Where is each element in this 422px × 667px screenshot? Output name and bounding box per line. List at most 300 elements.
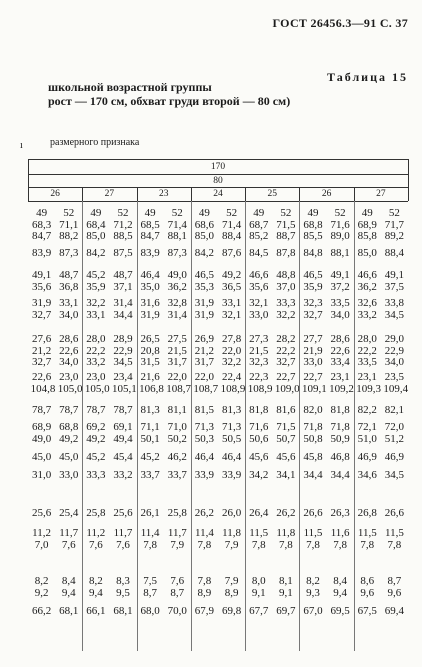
table-cell xyxy=(356,371,382,395)
cell-value: 11,5 xyxy=(385,527,404,539)
table-cell xyxy=(31,248,53,260)
table-cell xyxy=(220,371,246,395)
table-label: Таблица 15 xyxy=(327,70,408,84)
table-cell xyxy=(85,576,107,599)
cell-value: 21,6 xyxy=(140,371,160,383)
cell-value: 34,5 xyxy=(384,469,405,481)
cell-value: 34,4 xyxy=(113,308,133,321)
cell-value: 105,0 xyxy=(57,382,83,395)
cell-value: 83,9 xyxy=(140,247,160,259)
table-cell xyxy=(329,248,351,260)
table-cell xyxy=(275,208,297,243)
cell-value: 26,3 xyxy=(330,507,350,519)
cell-value: 8,9 xyxy=(197,586,212,599)
cell-value: 83,9 xyxy=(31,247,52,259)
table-cell xyxy=(221,405,243,417)
table-cell xyxy=(193,334,215,369)
cell-value: 71,8 xyxy=(330,421,350,433)
cell-value: 22,2 xyxy=(276,344,296,357)
cell-value: 49 xyxy=(361,207,373,219)
table-cell xyxy=(248,405,270,417)
cell-value: 8,0 xyxy=(251,575,266,587)
table-cell xyxy=(302,208,324,243)
column-header: 24 xyxy=(213,189,223,199)
cell-value: 49 xyxy=(307,207,319,219)
table-cell xyxy=(356,270,378,293)
cell-value: 71,4 xyxy=(167,218,187,231)
cell-value: 87,6 xyxy=(221,247,242,259)
cell-value: 32,1 xyxy=(249,297,269,309)
cell-value: 46,2 xyxy=(167,451,187,463)
table-cell xyxy=(85,470,107,482)
cell-value: 34,0 xyxy=(59,356,79,368)
table-cell xyxy=(85,334,107,369)
cell-value: 8,4 xyxy=(333,575,348,587)
cell-value: 21,5 xyxy=(249,344,269,357)
cell-value: 88,7 xyxy=(276,230,296,242)
cell-value: 8,6 xyxy=(360,575,375,587)
table-cell xyxy=(85,298,107,321)
table-cell xyxy=(356,470,378,482)
table-cell xyxy=(383,508,405,520)
table-cell xyxy=(274,371,300,395)
table-cell xyxy=(31,606,53,618)
cell-value: 81,3 xyxy=(140,404,160,416)
table-cell xyxy=(248,470,270,482)
cell-value: 69,5 xyxy=(330,605,350,617)
cell-value: 87,3 xyxy=(167,247,187,259)
cell-value: 68,7 xyxy=(249,218,269,231)
column-header: 23 xyxy=(158,189,169,199)
cell-value: 33,7 xyxy=(167,469,187,481)
cell-value: 31,9 xyxy=(140,308,160,321)
cell-value: 20,8 xyxy=(140,344,160,357)
table-cell xyxy=(248,298,270,321)
cell-value: 32,1 xyxy=(221,308,242,321)
cell-value: 68,1 xyxy=(113,605,133,617)
cell-value: 33,9 xyxy=(221,469,242,481)
cell-value: 7,8 xyxy=(197,538,212,551)
table-cell xyxy=(275,528,297,551)
table-cell xyxy=(112,298,134,321)
cell-value: 23,0 xyxy=(86,371,106,383)
cell-value: 46,9 xyxy=(384,451,405,463)
table-cell xyxy=(193,606,215,618)
table-cell xyxy=(383,422,405,445)
table-cell xyxy=(302,470,324,482)
cell-value: 71,1 xyxy=(59,218,79,231)
table-cell xyxy=(85,405,107,417)
table-cell xyxy=(31,208,53,243)
cell-value: 32,3 xyxy=(303,297,323,309)
table-cell xyxy=(329,405,351,417)
cell-value: 88,4 xyxy=(384,247,405,259)
cell-value: 23,0 xyxy=(59,371,79,383)
table-cell xyxy=(302,334,324,369)
cell-value: 50,2 xyxy=(167,432,187,445)
cell-value: 50,1 xyxy=(140,432,160,445)
cell-value: 105,0 xyxy=(84,382,110,395)
cell-value: 28,6 xyxy=(330,333,350,345)
cell-value: 52 xyxy=(388,207,400,219)
cell-value: 68,8 xyxy=(303,218,323,231)
table-cell xyxy=(139,334,161,369)
cell-value: 52 xyxy=(334,207,346,219)
cell-value: 49,2 xyxy=(59,432,79,445)
cell-value: 26,4 xyxy=(249,507,269,519)
cell-value: 48,7 xyxy=(59,269,79,281)
cell-value: 32,7 xyxy=(276,356,296,368)
table-cell xyxy=(248,208,270,243)
table-cell xyxy=(58,470,80,482)
cell-value: 22,0 xyxy=(221,344,242,357)
cell-value: 9,6 xyxy=(387,586,402,599)
table-rule xyxy=(28,187,408,188)
table-cell xyxy=(31,576,53,599)
cell-value: 32,3 xyxy=(249,356,269,368)
table-cell xyxy=(383,298,405,321)
cell-value: 21,2 xyxy=(194,344,215,357)
cell-value: 109,0 xyxy=(274,382,300,395)
cell-value: 52 xyxy=(63,207,75,219)
table-cell xyxy=(166,470,188,482)
cell-value: 49,2 xyxy=(221,269,242,281)
cell-value: 50,5 xyxy=(221,432,242,445)
table-cell xyxy=(248,576,270,599)
table-cell xyxy=(112,528,134,551)
table-cell xyxy=(139,270,161,293)
table-cell xyxy=(166,270,188,293)
table-cell xyxy=(275,576,297,599)
cell-value: 35,0 xyxy=(140,280,160,293)
cell-value: 68,5 xyxy=(140,218,160,231)
table-cell xyxy=(139,470,161,482)
cell-value: 33,0 xyxy=(249,308,269,321)
cell-value: 32,8 xyxy=(167,297,187,309)
cell-value: 49,1 xyxy=(384,269,405,281)
cell-value: 7,5 xyxy=(143,575,158,587)
table-cell xyxy=(329,508,351,520)
cell-value: 49,0 xyxy=(31,432,52,445)
cell-value: 67,5 xyxy=(357,605,377,617)
cell-value: 7,8 xyxy=(197,575,212,587)
table-cell xyxy=(193,270,215,293)
cell-value: 21,5 xyxy=(167,344,187,357)
cell-value: 9,6 xyxy=(360,586,375,599)
cell-value: 89,0 xyxy=(330,230,350,242)
table-cell xyxy=(166,452,188,464)
cell-value: 32,7 xyxy=(31,308,52,321)
table-cell xyxy=(166,508,188,520)
cell-value: 36,2 xyxy=(357,280,377,293)
table-cell xyxy=(221,422,243,445)
cell-value: 68,4 xyxy=(86,218,106,231)
group-rule xyxy=(137,201,138,651)
cell-value: 81,1 xyxy=(167,404,187,416)
table-cell xyxy=(275,298,297,321)
table-cell xyxy=(31,334,53,369)
table-cell xyxy=(58,248,80,260)
cell-value: 66,2 xyxy=(31,605,52,617)
cell-value: 11,5 xyxy=(357,527,377,539)
table-cell xyxy=(112,606,134,618)
cell-value: 26,5 xyxy=(140,333,160,345)
cell-value: 71,2 xyxy=(113,218,133,231)
table-cell xyxy=(329,452,351,464)
cell-value: 27,3 xyxy=(249,333,269,345)
cell-value: 33,1 xyxy=(86,308,106,321)
cell-value: 7,8 xyxy=(360,538,375,551)
cell-value: 88,4 xyxy=(221,230,242,242)
cell-value: 7,0 xyxy=(34,538,49,551)
table-cell xyxy=(221,576,243,599)
table-cell xyxy=(248,270,270,293)
cell-value: 22,0 xyxy=(194,371,215,383)
table-cell xyxy=(356,528,378,551)
cell-value: 31,9 xyxy=(194,297,215,309)
cell-value: 106,8 xyxy=(139,382,164,395)
table-cell xyxy=(383,528,405,551)
table-cell xyxy=(112,248,134,260)
cell-value: 84,2 xyxy=(86,247,106,259)
cell-value: 71,5 xyxy=(276,218,296,231)
table-cell xyxy=(193,371,219,395)
chest-header: 80 xyxy=(213,176,223,186)
cell-value: 46,6 xyxy=(357,269,377,281)
cell-value: 33,0 xyxy=(59,469,79,481)
table-cell xyxy=(31,298,53,321)
table-cell xyxy=(85,606,107,618)
cell-value: 81,6 xyxy=(276,404,296,416)
cell-value: 28,6 xyxy=(59,333,79,345)
table-cell xyxy=(85,248,107,260)
table-cell xyxy=(166,371,192,395)
cell-value: 22,3 xyxy=(249,371,269,383)
table-cell xyxy=(31,528,53,551)
table-cell xyxy=(248,528,270,551)
cell-value: 71,8 xyxy=(303,421,323,433)
cell-value: 7,8 xyxy=(278,538,293,551)
cell-value: 23,1 xyxy=(330,371,350,383)
cell-value: 109,1 xyxy=(302,382,327,395)
table-cell xyxy=(112,371,137,395)
table-cell xyxy=(329,470,351,482)
cell-value: 7,6 xyxy=(170,575,185,587)
table-cell xyxy=(248,452,270,464)
cell-value: 25,8 xyxy=(167,507,187,519)
table-cell xyxy=(275,334,297,369)
table-cell xyxy=(58,606,80,618)
column-header: 26 xyxy=(321,189,332,199)
table-cell xyxy=(302,606,324,618)
cell-value: 33,4 xyxy=(330,356,350,368)
table-cell xyxy=(302,405,324,417)
table-cell xyxy=(30,371,56,395)
cell-value: 85,2 xyxy=(249,230,269,242)
cell-value: 88,2 xyxy=(59,230,79,242)
cell-value: 37,1 xyxy=(113,280,133,293)
column-header: 27 xyxy=(104,189,115,199)
table-cell xyxy=(31,422,53,445)
table-cell xyxy=(356,422,378,445)
cell-value: 87,8 xyxy=(276,247,296,259)
cell-value: 49,0 xyxy=(167,269,187,281)
table-cell xyxy=(356,606,378,618)
table-cell xyxy=(58,208,80,243)
cell-value: 71,6 xyxy=(249,421,269,433)
cell-value: 33,5 xyxy=(330,297,350,309)
cell-value: 26,6 xyxy=(384,507,405,519)
table-cell xyxy=(193,528,215,551)
cell-value: 69,7 xyxy=(276,605,296,617)
table-cell xyxy=(302,270,324,293)
table-cell xyxy=(112,452,134,464)
table-rule xyxy=(28,174,408,175)
table-cell xyxy=(329,528,351,551)
table-cell xyxy=(221,606,243,618)
cell-value: 31,0 xyxy=(31,469,52,481)
table-cell xyxy=(31,508,53,520)
cell-value: 23,4 xyxy=(113,371,133,383)
table-cell xyxy=(356,452,378,464)
table-cell xyxy=(383,208,405,243)
cell-value: 11,6 xyxy=(330,527,350,539)
cell-value: 25,8 xyxy=(86,507,106,519)
cell-value: 50,9 xyxy=(330,432,350,445)
table-cell xyxy=(383,371,409,395)
cell-value: 49 xyxy=(144,207,156,219)
table-cell xyxy=(302,248,324,260)
cell-value: 49 xyxy=(198,207,210,219)
table-cell xyxy=(112,334,134,369)
table-cell xyxy=(329,606,351,618)
table-cell xyxy=(383,470,405,482)
cell-value: 49 xyxy=(253,207,265,219)
cell-value: 71,3 xyxy=(221,421,242,433)
table-cell xyxy=(139,248,161,260)
cell-value: 11,4 xyxy=(140,527,160,539)
cell-value: 7,8 xyxy=(143,538,158,551)
table-cell xyxy=(275,470,297,482)
table-cell xyxy=(383,270,405,293)
cell-value: 46,4 xyxy=(194,451,215,463)
cell-value: 34,5 xyxy=(384,308,405,321)
cell-value: 26,8 xyxy=(357,507,377,519)
cell-value: 7,6 xyxy=(61,538,76,551)
cell-value: 81,5 xyxy=(194,404,215,416)
cell-value: 45,0 xyxy=(59,451,79,463)
cell-value: 52 xyxy=(117,207,129,219)
cell-value: 31,7 xyxy=(167,356,187,368)
cell-value: 50,6 xyxy=(249,432,269,445)
cell-value: 35,9 xyxy=(303,280,323,293)
cell-value: 33,2 xyxy=(86,356,106,368)
table-cell xyxy=(275,422,297,445)
cell-value: 25,6 xyxy=(31,507,52,519)
cell-value: 23,1 xyxy=(357,371,377,383)
cell-value: 67,7 xyxy=(249,605,269,617)
cell-value: 25,4 xyxy=(59,507,79,519)
cell-value: 26,1 xyxy=(140,507,160,519)
group-rule xyxy=(354,201,355,651)
table-cell xyxy=(302,298,324,321)
cell-value: 52 xyxy=(226,207,238,219)
table-cell xyxy=(383,405,405,417)
table-cell xyxy=(221,528,243,551)
table-cell xyxy=(356,576,378,599)
cell-value: 46,5 xyxy=(303,269,323,281)
table-cell xyxy=(302,371,327,395)
cell-value: 8,2 xyxy=(306,575,320,587)
cell-value: 11,2 xyxy=(32,527,51,539)
cell-value: 11,2 xyxy=(86,527,106,539)
cell-value: 37,5 xyxy=(384,280,405,293)
cell-value: 11,5 xyxy=(303,527,323,539)
table-cell xyxy=(139,208,161,243)
table-cell xyxy=(112,405,134,417)
cell-value: 7,8 xyxy=(333,538,348,551)
cell-value: 33,8 xyxy=(384,297,405,309)
table-cell xyxy=(275,405,297,417)
cell-value: 32,7 xyxy=(31,356,52,368)
table-cell xyxy=(329,576,351,599)
cell-value: 71,7 xyxy=(384,218,405,231)
cell-value: 50,8 xyxy=(303,432,323,445)
cell-value: 8,2 xyxy=(34,575,49,587)
cell-value: 46,9 xyxy=(357,451,377,463)
caption-line-1: школьной возрастной группы xyxy=(48,80,212,94)
cell-value: 22,6 xyxy=(330,344,350,357)
cell-value: 32,2 xyxy=(276,308,296,321)
table-cell xyxy=(221,270,243,293)
table-cell xyxy=(166,248,188,260)
cell-value: 8,9 xyxy=(224,586,239,599)
cell-value: 70,0 xyxy=(167,605,187,617)
table-cell xyxy=(166,528,188,551)
cell-value: 78,7 xyxy=(113,404,133,416)
cell-value: 81,8 xyxy=(249,404,269,416)
table-cell xyxy=(247,371,273,395)
cell-value: 37,2 xyxy=(330,280,350,293)
cell-value: 9,5 xyxy=(116,586,130,599)
cell-value: 8,7 xyxy=(387,575,402,587)
cell-value: 71,4 xyxy=(221,218,242,231)
cell-value: 82,2 xyxy=(357,404,377,416)
cell-value: 71,1 xyxy=(140,421,160,433)
table-cell xyxy=(112,508,134,520)
left-mark: ı xyxy=(20,140,23,151)
cell-value: 27,7 xyxy=(303,333,323,345)
cell-value: 45,2 xyxy=(86,451,106,463)
table-cell xyxy=(166,405,188,417)
cell-value: 8,2 xyxy=(88,575,103,587)
cell-value: 7,9 xyxy=(224,575,239,587)
cell-value: 7,8 xyxy=(306,538,320,551)
cell-value: 84,7 xyxy=(31,230,52,242)
column-header: 26 xyxy=(50,189,60,199)
cell-value: 89,2 xyxy=(384,230,405,242)
table-cell xyxy=(221,334,243,369)
cell-value: 31,6 xyxy=(140,297,160,309)
table-cell xyxy=(383,452,405,464)
cell-value: 22,7 xyxy=(303,371,323,383)
cell-value: 71,3 xyxy=(194,421,215,433)
cell-value: 9,4 xyxy=(333,586,348,599)
feature-label: размерного признака xyxy=(50,137,140,148)
cell-value: 104,8 xyxy=(30,382,56,395)
cell-value: 22,6 xyxy=(31,371,52,383)
cell-value: 71,5 xyxy=(276,421,296,433)
